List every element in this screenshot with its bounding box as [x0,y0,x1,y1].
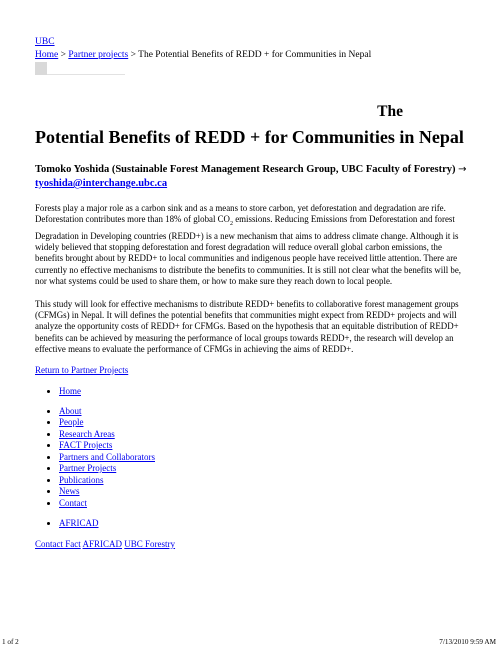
nav-item-africad [59,518,470,530]
print-timestamp: 7/13/2010 9:59 AM [439,638,496,646]
page-title: Potential Benefits of REDD + for Communities in Nepal [35,127,464,147]
nav-link-publications[interactable]: Publications [59,474,104,485]
nav-link-home[interactable]: Home [59,386,81,397]
intro-text-part: emissions. Reducing Emissions from Deforestation and forest Degradation in Developing countries (REDD+) is a new mechanism that aims to address climate change. Although it is widely believed that stopping deforestation and forest degradation will reduce overall global carbon emissions, the benefits brought about by REDD+ to local communities and indigenous people have received little attention. There are currently no effective mechanisms to distribute the benefits to communities. It is still not clear what the benefits will be, nor what systems could be used to share them, or how to make sure they reach down to local people. [35,214,461,287]
nav-item-home [59,386,470,398]
title-prefix: The [377,103,403,120]
nav-item [59,452,470,464]
breadcrumb-separator: > [128,49,139,60]
footer-links [35,539,470,551]
author-email-link[interactable]: tyoshida@interchange.ubc.ca [35,178,168,189]
nav-item [59,417,470,429]
footer-link-ubc-forestry[interactable]: UBC Forestry [124,538,176,549]
nav-home-list [35,386,470,398]
nav-item [59,440,470,452]
nav-link-fact-projects[interactable]: FACT Projects [59,440,113,451]
breadcrumb [35,50,470,62]
nav-link-partners-collaborators[interactable]: Partners and Collaborators [59,451,155,462]
nav-link-about[interactable]: About [59,405,82,416]
nav-link-research-areas[interactable]: Research Areas [59,428,115,439]
main-content [35,36,470,550]
nav-link-contact[interactable]: Contact [59,497,87,508]
author-name: Tomoko Yoshida (Sustainable Forest Management Research Group, UBC Faculty of Forestry) [35,164,456,175]
image-icon [35,62,47,75]
nav-africad-list [35,518,470,530]
site-link-ubc[interactable]: UBC [35,37,55,47]
nav-item [59,498,470,510]
nav-item [59,406,470,418]
intro-paragraph [35,203,470,288]
image-divider [47,74,125,75]
nav-link-news[interactable]: News [59,486,80,497]
broken-image-placeholder [35,62,125,76]
footer-link-contact-fact[interactable]: Contact Fact [35,538,81,549]
author-heading [35,163,470,191]
nav-item [59,429,470,441]
intro-text-part: Forests play a major role as a carbon sink and as a means to store carbon, yet deforestation and degradation are rife. Deforestation contributes more than 18% of global CO [35,203,446,225]
nav-link-partner-projects[interactable]: Partner Projects [59,463,117,474]
breadcrumb-current: The Potential Benefits of REDD + for Communities in Nepal [138,49,372,60]
arrow-right-icon: → [458,164,467,175]
nav-main-list [35,406,470,510]
nav-link-africad[interactable]: AFRICAD [59,518,99,529]
nav-item [59,463,470,475]
print-page-number: 1 of 2 [2,638,19,646]
nav-link-people[interactable]: People [59,417,84,428]
breadcrumb-home-link[interactable]: Home [35,49,59,60]
nav-item [59,475,470,487]
breadcrumb-partner-projects-link[interactable]: Partner projects [68,49,129,60]
study-paragraph: This study will look for effective mechanisms to distribute REDD+ benefits to collaborative forest management groups (CFMGs) in Nepal. It will defines the potential benefits that communities might expect from REDD+ projects and will analyze the opportunity costs of REDD+ for CFMGs. Based on the hypothesis that an equitable distribution of REDD+ benefits can be achieved by measuring the performance of local groups towards REDD+, the research will develop an effective means to evaluate the performance of CFMGs in achieving the aims of REDD+. [35,298,459,355]
co2-subscript: 2 [229,221,233,228]
return-to-partner-projects-link[interactable]: Return to Partner Projects [35,364,129,375]
nav-item [59,486,470,498]
breadcrumb-separator: > [58,49,69,60]
footer-link-africad[interactable]: AFRICAD [82,538,123,549]
